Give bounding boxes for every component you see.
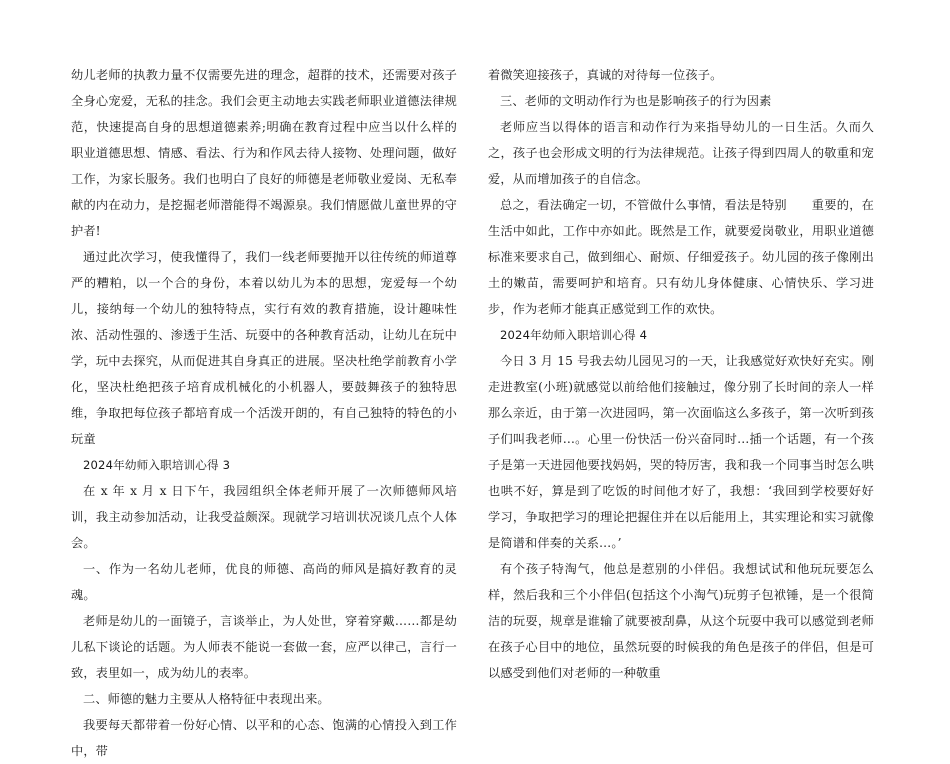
paragraph-good-mood: 我要每天都带着一份好心情、以平和的心态、饱满的心情投入到工作中，带: [71, 718, 457, 758]
paragraph-point-one: 一、作为一名幼儿老师，优良的师德、高尚的师风是搞好教育的灵魂。: [71, 562, 457, 602]
paragraph-teacher-mirror: 老师是幼儿的一面镜子，言谈举止，为人处世，穿着穿戴……都是幼儿私下谈论的话题。为人师表不能说一套做一套，应严以律己，言行一致，表里如一，成为幼儿的表率。: [71, 614, 457, 680]
section-heading-3: 2024年幼师入职培训心得 3: [83, 458, 231, 472]
paragraph-proper-language: 老师应当以得体的语言和动作行为来指导幼儿的一日生活。久而久之，孩子也会形成文明的行为法律规范。让孩子得到四周人的敬重和宠爱，从而增加孩子的自信念。: [488, 120, 874, 186]
paragraph-naughty-child: 有个孩子特淘气，他总是惹别的小伴侣。我想试试和他玩玩要怎么样，然后我和三个小伴侣(包括这个小淘气)玩剪子包袱锤，是一个很简洁的玩耍，规章是谁输了就要被刮鼻，从这个玩耍中我可以感觉到老师在孩子心目中的地位，虽然玩耍的时候我的角色是孩子的伴侣，但是可以感受到他们对老师的一种敬重: [488, 562, 874, 680]
section-heading-4: 2024年幼师入职培训心得 4: [500, 328, 648, 342]
paragraph-study-reflection: 通过此次学习，使我懂得了，我们一线老师要抛开以往传统的师道尊严的糟粕，以一个合的身份，本着以幼儿为本的思想，宠爱每一个幼儿，接纳每一个幼儿的独特特点，实行有效的教育措施，设计趣味性浓、活动性强的、渗透于生活、玩耍中的各种教育活动，让幼儿在玩中学，玩中去探究，从而促进其自身真正的进展。坚决杜绝学前教育小学化，坚决杜绝把孩子培育成机械化的小机器人，要鼓舞孩子的独特思维，争取把每位孩子都培育成一个活泼开朗的，有自己独特的特色的小玩童: [71, 250, 457, 446]
left-column: [71, 62, 457, 764]
paragraph-training-intro: 在 x 年 x 月 x 日下午，我园组织全体老师开展了一次师德师风培训，我主动参加活动，让我受益颇深。现就学习培训状况谈几点个人体会。: [71, 484, 457, 550]
paragraph-point-three: 三、老师的文明动作行为也是影响孩子的行为因素: [500, 94, 772, 108]
paragraph-first-day: 今日 3 月 15 号我去幼儿园见习的一天，让我感觉好欢快好充实。刚走进教室(小班)就感觉以前给他们接触过，像分别了长时间的亲人一样那么亲近，由于第一次进园吗，第一次面临这么多孩子，第一次听到孩子们叫我老师…。心里一份快活一份兴奋同时…插一个话题，有一个孩子是第一天进园他要找妈妈，哭的特厉害，我和我一个同事当时怎么哄也哄不好，算是到了吃饭的时间他才好了，我想：‘我回到学校要好好学习，争取把学习的理论把握住并在以后能用上，其实理论和实习就像是简谱和伴奏的关系…。’: [488, 354, 874, 550]
paragraph-teacher-love: 幼儿老师的执教力量不仅需要先进的理念，超群的技术，还需要对孩子全身心宠爱，无私的挂念。我们会更主动地去实践老师职业道德法律规范，快速提高自身的思想道德素养;明确在教育过程中应当以什么样的职业道德思想、情感、看法、行为和作风去待人接物、处理问题，做好工作，为家长服务。我们也明白了良好的师德是老师敬业爱岗、无私奉献的内在动力，是挖掘老师潜能得不竭源泉。我们情愿做儿童世界的守护者!: [71, 68, 457, 238]
paragraph-smile-continuation: 着微笑迎接孩子，真诚的对待每一位孩子。: [488, 68, 723, 82]
paragraph-summary: 总之，看法确定一切，不管做什么事情，看法是特别 重要的，在生活中如此，工作中亦如此。既然是工作，就要爱岗敬业，用职业道德标准来要求自己，做到细心、耐烦、仔细爱孩子。幼儿园的孩子像刚出土的嫩苗，需要呵护和培育。只有幼儿身体健康、心情快乐、学习进步，作为老师才能真正感觉到工作的欢快。: [488, 198, 874, 316]
paragraph-point-two: 二、师德的魅力主要从人格特征中表现出来。: [83, 692, 330, 706]
right-column: [488, 62, 874, 686]
